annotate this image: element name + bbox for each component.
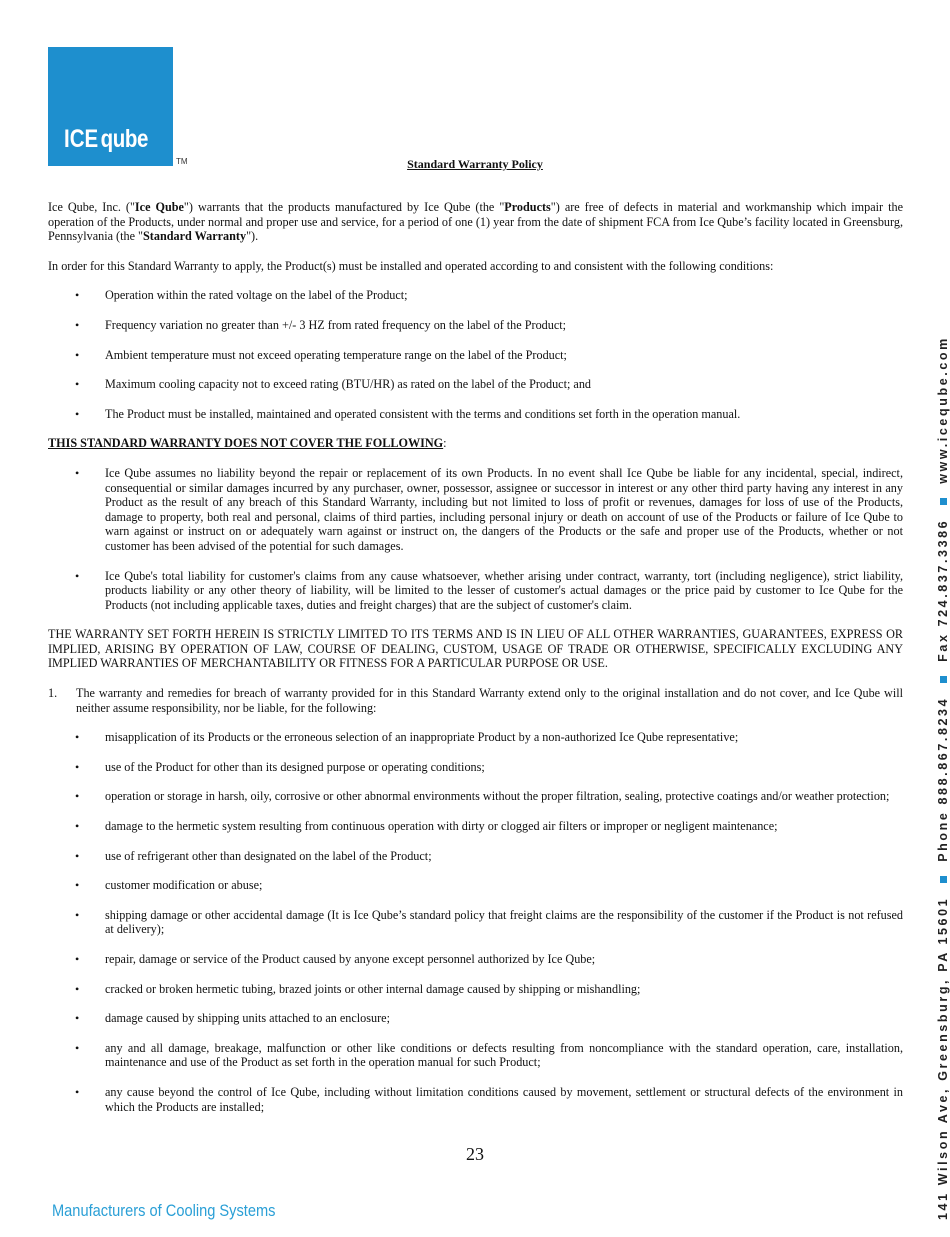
- bullet-icon: •: [75, 819, 80, 834]
- footer-tagline: Manufacturers of Cooling Systems: [52, 1201, 276, 1220]
- bullet-icon: •: [75, 465, 80, 480]
- contact-phone: Phone 888.867.8234: [936, 696, 950, 862]
- document-body: [48, 200, 903, 1129]
- list-item: • any and all damage, breakage, malfunction or other like conditions or defects resulting from noncompliance with the standard operation, care, installation, maintenance and use of the Product as set forth in the operation manual for such Product;: [75, 1040, 903, 1070]
- list-item: • repair, damage or service of the Product caused by anyone except personnel authorized by Ice Qube;: [75, 952, 596, 966]
- conditions-list: [48, 288, 903, 421]
- page-title: Standard Warranty Policy: [407, 157, 543, 171]
- contact-address: 141 Wilson Ave, Greensburg, PA 15601: [936, 896, 950, 1220]
- clause-number: 1.: [48, 686, 58, 701]
- list-item: • any cause beyond the control of Ice Qube, including without limitation conditions caused by movement, settlement or structural defects of the environment in which the Products are installed;: [75, 1084, 903, 1114]
- list-item: • misapplication of its Products or the erroneous selection of an inappropriate Product by a non-authorized Ice Qube representative;: [75, 730, 739, 745]
- list-item: • Ice Qube's total liability for customer's claims from any cause whatsoever, whether arising under contract, warranty, tort (including negligence), strict liability, products liability or any other theory of liability, will be limited to the lesser of customer's actual damages or the price paid by customer to Ice Qube for the Products (not including applicable taxes, duties and freight charges) that are the subject of customer's claim.: [75, 568, 903, 612]
- bullet-icon: •: [75, 952, 80, 966]
- contact-fax: Fax 724.837.3386: [936, 518, 950, 662]
- list-item: • Ice Qube assumes no liability beyond the repair or replacement of its own Products. In no event shall Ice Qube be liable for any incidental, special, indirect, consequential or similar damages incurred by any purchaser, owner, possessor, assignee or successor in interest or any other third party having any interest in any Product as the result of any breach of this Standard Warranty, including but not limited to loss of profit or revenues, damages for loss of use of the Products, damage to property, both real and personal, claims of third parties, including personal injury or death on account of use of the Products or failure of Ice Qube to warn against or instruct on or adequately warn against or instruct on, the dangers of the Products or the safe and proper use of the Products, whether or not customer has been advised of the potential for such damages.: [75, 465, 903, 553]
- bullet-icon: •: [75, 759, 80, 774]
- page-number: 23: [466, 1144, 484, 1164]
- bullet-icon: •: [75, 317, 80, 332]
- bullet-icon: •: [75, 907, 80, 922]
- side-contact-strip: [936, 336, 950, 1220]
- list-item: • use of the Product for other than its designed purpose or operating conditions;: [75, 759, 485, 774]
- exclusions-list: [48, 466, 903, 612]
- conditions-intro: In order for this Standard Warranty to apply, the Product(s) must be installed and operated according to and consistent with the following conditions:: [48, 258, 774, 273]
- logo-wordmark: [64, 125, 148, 154]
- not-covered-list: [48, 730, 903, 1114]
- list-item: • shipping damage or other accidental damage (It is Ice Qube’s standard policy that freight claims are the responsibility of the customer if the Product is not refused at delivery);: [75, 907, 903, 937]
- bullet-icon: •: [75, 878, 80, 893]
- bullet-icon: •: [75, 981, 80, 996]
- list-item: • The Product must be installed, maintained and operated consistent with the terms and conditions set forth in the operation manual.: [75, 406, 741, 421]
- list-item: • operation or storage in harsh, oily, corrosive or other abnormal environments without the proper filtration, sealing, protective coatings and/or weather protection;: [75, 789, 890, 804]
- warranty-disclaimer: THE WARRANTY SET FORTH HEREIN IS STRICTLY LIMITED TO ITS TERMS AND IS IN LIEU OF ALL OTHER WARRANTIES, GUARANTEES, EXPRESS OR IMPLIED, ARISING BY OPERATION OF LAW, COURSE OF DEALING, CUSTOM, USAGE OF TRADE OR OTHERWISE, SPECIFICALLY EXCLUDING ANY IMPLIED WARRANTIES OF MERCHANTABILITY OR FITNESS FOR A PARTICULAR PURPOSE OR USE.: [48, 627, 903, 671]
- contact-website: www.iceqube.com: [936, 336, 950, 484]
- list-item: • damage to the hermetic system resulting from continuous operation with dirty or clogged air filters or improper or negligent maintenance;: [75, 819, 778, 834]
- logo-text-ice: ICE: [64, 125, 99, 153]
- bullet-icon: •: [75, 1011, 80, 1026]
- bullet-icon: •: [75, 848, 80, 863]
- list-item: • Ambient temperature must not exceed operating temperature range on the label of the Product;: [75, 347, 567, 362]
- company-logo: [48, 47, 173, 166]
- list-item: • damage caused by shipping units attached to an enclosure;: [75, 1011, 390, 1026]
- separator-square-icon: [940, 876, 947, 883]
- bullet-icon: •: [75, 730, 80, 745]
- numbered-clause: 1. The warranty and remedies for breach of warranty provided for in this Standard Warranty extend only to the original installation and do not cover, and Ice Qube will neither assume responsibility, nor be liable, for the following:: [48, 686, 903, 715]
- list-item: • Operation within the rated voltage on the label of the Product;: [75, 288, 408, 303]
- list-item: • use of refrigerant other than designated on the label of the Product;: [75, 848, 432, 863]
- bullet-icon: •: [75, 568, 80, 583]
- separator-square-icon: [940, 498, 947, 505]
- list-item: • Frequency variation no greater than +/- 3 HZ from rated frequency on the label of the Product;: [75, 317, 567, 332]
- trademark-mark: TM: [176, 157, 188, 166]
- bullet-icon: •: [75, 288, 80, 303]
- bullet-icon: •: [75, 789, 80, 804]
- exclusions-heading: THIS STANDARD WARRANTY DOES NOT COVER THE FOLLOWING:: [48, 436, 447, 451]
- list-item: • cracked or broken hermetic tubing, brazed joints or other internal damage caused by shipping or mishandling;: [75, 981, 641, 996]
- separator-square-icon: [940, 676, 947, 683]
- list-item: • customer modification or abuse;: [75, 878, 263, 893]
- bullet-icon: •: [75, 1040, 80, 1055]
- bullet-icon: •: [75, 377, 80, 392]
- intro-paragraph: Ice Qube, Inc. ("Ice Qube") warrants that the products manufactured by Ice Qube (the "Products") are free of defects in material and workmanship which impair the operation of the Products, under normal and proper use and service, for a period of one (1) year from the date of shipment FCA from Ice Qube’s facility located in Greensburg, Pennsylvania (the "Standard Warranty").: [48, 200, 903, 244]
- logo-text-qube: qube: [100, 125, 148, 153]
- list-item: • Maximum cooling capacity not to exceed rating (BTU/HR) as rated on the label of the Product; and: [75, 377, 592, 392]
- bullet-icon: •: [75, 1084, 80, 1099]
- bullet-icon: •: [75, 347, 80, 362]
- bullet-icon: •: [75, 406, 80, 421]
